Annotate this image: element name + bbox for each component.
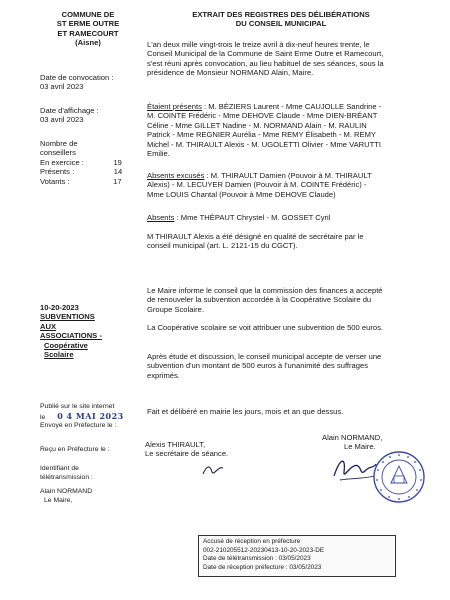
title-line: DU CONSEIL MUNICIPAL bbox=[235, 19, 327, 29]
publication-date-stamp: 0 4 MAI 2023 bbox=[57, 410, 124, 421]
presents-line: Étaient présents : M. BÉZIERS Laurent - Mme CAUJOLLE Sandrine - bbox=[147, 102, 382, 111]
publie-date-row bbox=[40, 412, 124, 423]
secretary-name: Alexis THIRAULT, bbox=[145, 440, 206, 449]
document-title bbox=[150, 10, 412, 29]
envoye-label: Envoyé en Préfecture le : bbox=[40, 422, 117, 430]
absents-line bbox=[147, 213, 330, 222]
publication-block bbox=[40, 403, 124, 431]
excuses-paragraph bbox=[147, 171, 415, 199]
affichage-label: Date d'affichage : bbox=[40, 106, 99, 115]
secretary-role: Le secrétaire de séance. bbox=[145, 449, 229, 459]
convocation-date: 03 avril 2023 bbox=[40, 82, 84, 92]
commune-line: ST ERME OUTRE bbox=[56, 19, 120, 29]
presents-line: Emilie. bbox=[147, 149, 170, 159]
absents-text: : Mme THÉPAUT Chrystel - M. GOSSET Cyril bbox=[174, 213, 331, 222]
nombre-label: conseillers bbox=[40, 148, 76, 158]
body-line: Groupe Scolaire. bbox=[147, 304, 204, 314]
intro-line: présidence de Monsieur NORMAND Alain, Maire. bbox=[147, 68, 314, 78]
intro-line: L'an deux mille vingt-trois le treize avril à dix-neuf heures trente, le bbox=[147, 40, 370, 49]
item-title-line: SUBVENTIONS bbox=[40, 312, 95, 322]
item-title-line: Scolaire bbox=[44, 350, 74, 360]
mayor-name: Alain NORMAND, bbox=[322, 433, 383, 442]
receipt-line: Date de télétransmission : 03/05/2023 bbox=[203, 555, 311, 563]
prefecture-receipt-box bbox=[198, 535, 396, 577]
votants-label: Votants : bbox=[40, 176, 70, 186]
convocation-label: Date de convocation : bbox=[40, 73, 114, 82]
excuses-label: Absents excusés bbox=[147, 171, 205, 180]
commune-line: ET RAMECOURT bbox=[57, 28, 119, 38]
convocation-block bbox=[40, 73, 113, 92]
body-line: Après étude et discussion, le conseil municipal accepte de verser une bbox=[147, 352, 382, 361]
excuses-line: Mme LOUIS Chantal (Pouvoir à Mme DEHOVE Claude) bbox=[147, 189, 336, 199]
publie-label: Publié sur le site internet bbox=[40, 403, 115, 410]
identifiant-label: Identifiant de bbox=[40, 465, 79, 472]
item-number: 10-20-2023 bbox=[40, 303, 79, 312]
item-title-line: ASSOCIATIONS - bbox=[40, 331, 102, 341]
receipt-line: Accusé de réception en préfecture bbox=[203, 538, 301, 545]
secretary-handwritten-signature bbox=[200, 462, 226, 478]
nombre-label: Nombre de bbox=[40, 139, 78, 148]
mayor-role: Le Maire. bbox=[344, 442, 376, 452]
intro-paragraph bbox=[147, 40, 415, 78]
body-line: exprimés. bbox=[147, 370, 180, 380]
votants-value: 17 bbox=[113, 176, 122, 186]
body-paragraph-2 bbox=[147, 323, 383, 332]
intro-line: s'est réuni après convocation, au lieu habituel de ses séances, sous la bbox=[147, 58, 384, 68]
presents-value: 14 bbox=[113, 167, 123, 177]
closing-text: Fait et délibéré en mairie les jours, mois et an que dessus. bbox=[147, 407, 344, 416]
commune-header bbox=[32, 10, 144, 48]
excuses-line: Alexis) - M. LECUYER Damien (Pouvoir à M. COINTE Frédéric) - bbox=[147, 180, 367, 190]
presents-line: Céline - Mme GILLET Nadine - M. NORMAND Alain - M. RAULIN bbox=[147, 120, 367, 130]
secretary-paragraph bbox=[147, 232, 415, 251]
item-title-line: AUX bbox=[40, 321, 57, 331]
absents-label: Absents bbox=[147, 213, 175, 222]
presents-line: Michel - M. THIRAULT Alexis - M. UGOLETTI Olivier - Mme VARUTTI bbox=[147, 139, 382, 149]
municipal-seal-stamp bbox=[372, 450, 426, 504]
intro-line: Conseil Municipal de la Commune de Saint Erme Outre et Ramecourt, bbox=[147, 49, 384, 59]
mayor-signature-block bbox=[322, 433, 382, 452]
secretary-line: conseil municipal (art. L. 2121-15 du CGCT). bbox=[147, 241, 298, 251]
body-line: La Coopérative scolaire se voit attribuer une subvention de 500 euros. bbox=[147, 323, 383, 332]
item-title-line: Coopérative bbox=[44, 340, 88, 350]
body-line: subvention d'un montant de 500 euros à l'unanimité des suffrages bbox=[147, 361, 369, 371]
item-heading bbox=[40, 303, 102, 359]
body-line: Le Maire informe le conseil que la commission des finances a accepté bbox=[147, 286, 383, 295]
commune-line: COMMUNE DE bbox=[61, 10, 115, 19]
exercice-value: 19 bbox=[113, 157, 122, 167]
body-paragraph-3 bbox=[147, 352, 417, 380]
receipt-identifier: 002-210205512-20230413-10-20-2023-DE bbox=[203, 546, 325, 554]
identifiant-block bbox=[40, 465, 93, 482]
exercice-row bbox=[40, 158, 122, 167]
body-line: de renouveler la subvention accordée à la Coopérative Scolaire du bbox=[147, 295, 372, 305]
identifiant-label: télétransmission : bbox=[40, 473, 93, 481]
affichage-date: 03 avril 2023 bbox=[40, 115, 84, 125]
title-line: EXTRAIT DES REGISTRES DES DÉLIBÉRATIONS bbox=[192, 10, 370, 19]
exercice-label: En exercice : bbox=[40, 157, 84, 167]
receipt-line: Date de réception préfecture : 03/05/2023 bbox=[203, 563, 322, 571]
left-signer-role: Le Maire, bbox=[44, 496, 73, 504]
secretary-line: M THIRAULT Alexis a été désigné en qualité de secrétaire par le bbox=[147, 232, 364, 241]
presents-row bbox=[40, 167, 122, 176]
secretary-signature bbox=[145, 440, 228, 459]
recu-label: Reçu en Préfecture le : bbox=[40, 446, 110, 453]
left-signer-name: Alain NORMAND bbox=[40, 488, 93, 495]
presents-line: M. COINTE Frédéric - Mme DEHOVE Claude - Mme DIEN-BRÉANT bbox=[147, 111, 378, 121]
presents-label: Étaient présents bbox=[147, 102, 202, 111]
votants-row bbox=[40, 177, 122, 186]
excuses-line: Absents excusés : M. THIRAULT Damien (Pouvoir à M. THIRAULT bbox=[147, 171, 372, 180]
presents-label: Présents : bbox=[40, 167, 75, 177]
body-paragraph-1 bbox=[147, 286, 417, 314]
publie-le: le bbox=[40, 413, 46, 421]
presents-line: Patrick - Mme REGNIER Aurélia - Mme REMY Élisabeth - M. REMY bbox=[147, 130, 376, 140]
affichage-block bbox=[40, 106, 99, 125]
presents-paragraph bbox=[147, 102, 415, 158]
left-signer-block bbox=[40, 488, 92, 505]
commune-line: (Aisne) bbox=[75, 38, 101, 48]
conseillers-count-block bbox=[40, 139, 122, 186]
closing-line bbox=[147, 407, 343, 416]
